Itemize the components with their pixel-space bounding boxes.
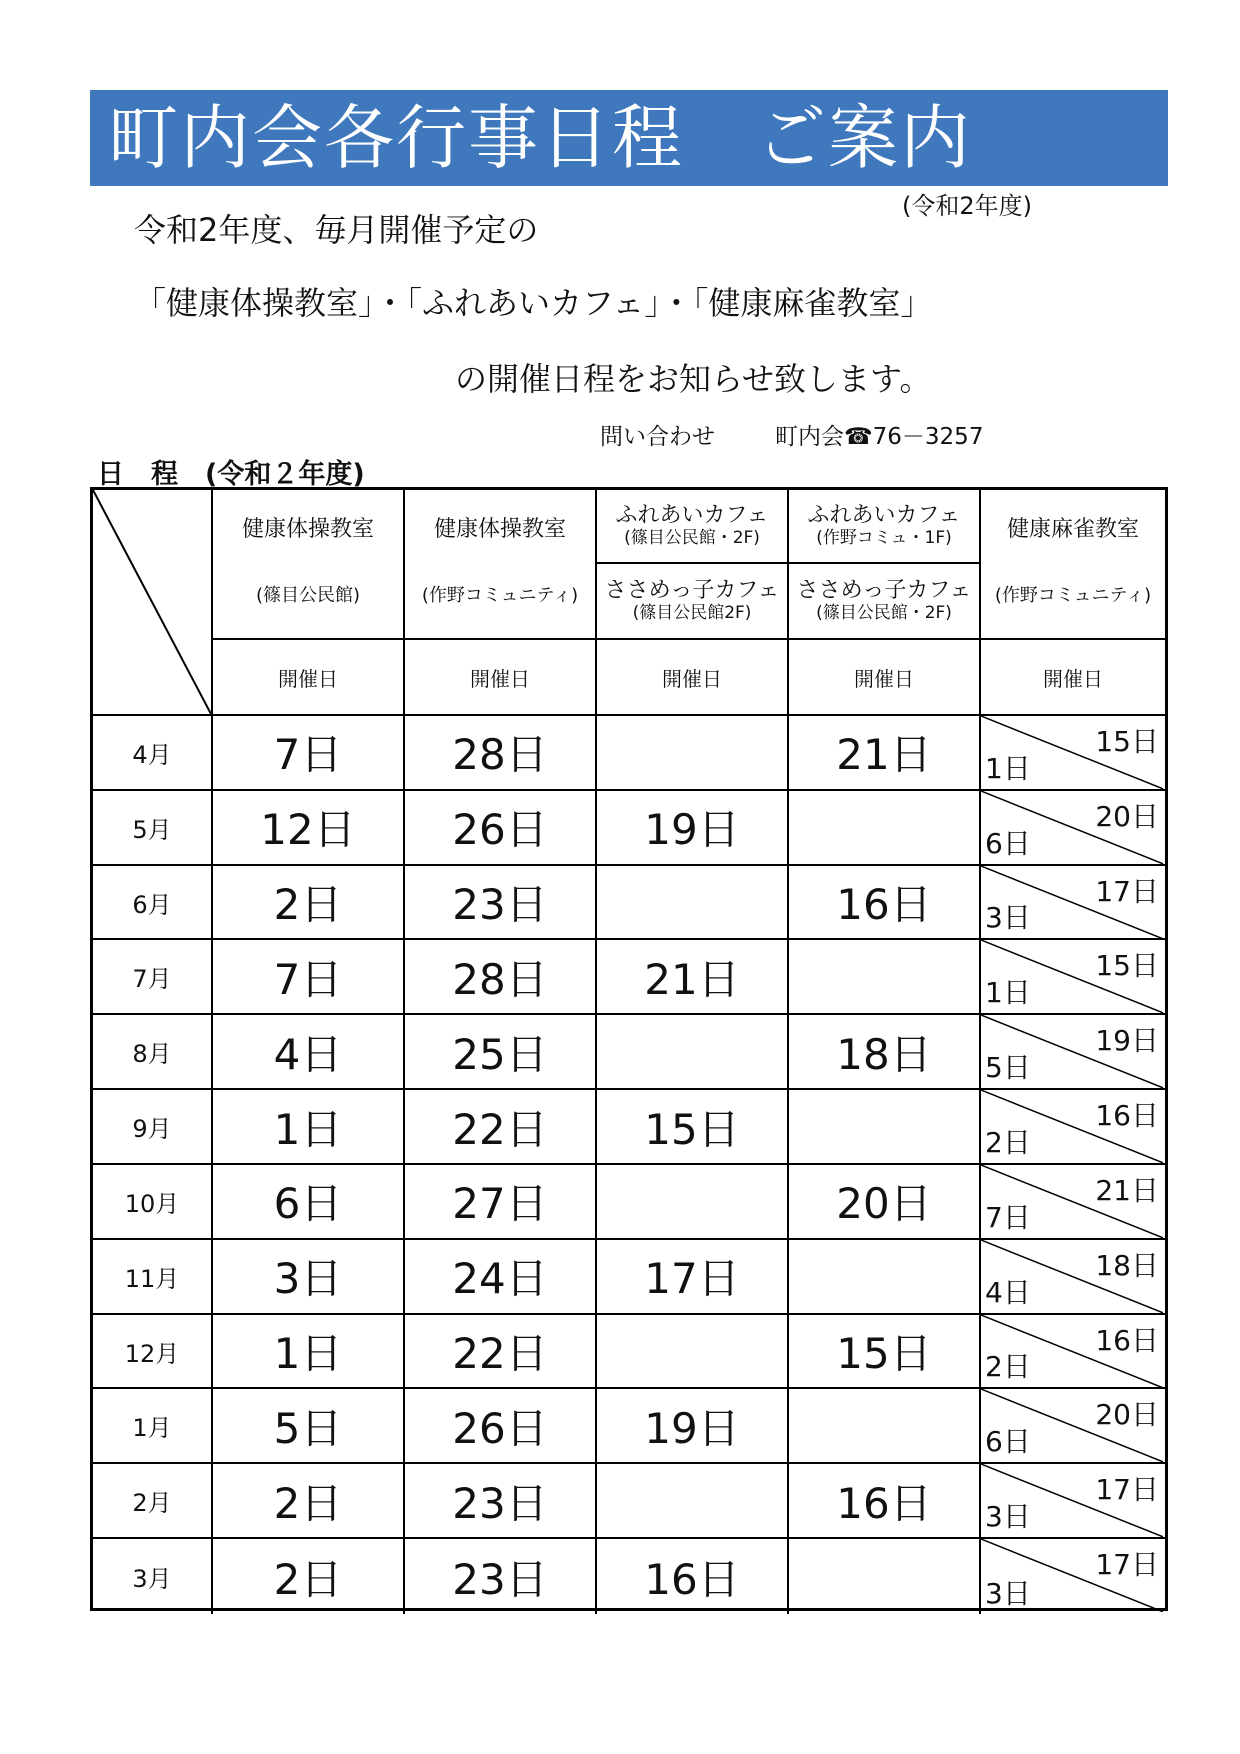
day-cell-col-1: 1日 [213, 1090, 405, 1165]
mahjong-date-top: 20日 [1095, 1398, 1159, 1432]
header-col-5-name: 健康麻雀教室 [1006, 517, 1139, 542]
kaisai-label-col-3: 開催日 [597, 640, 789, 716]
day-cell-col-4: 16日 [789, 866, 981, 941]
mahjong-date-top: 16日 [1095, 1099, 1159, 1133]
header-col-5 [981, 490, 1165, 640]
mahjong-date-top: 21日 [1095, 1173, 1159, 1207]
fiscal-year-note: (令和2年度) [902, 192, 1032, 220]
mahjong-date-bottom: 2日 [985, 1125, 1031, 1159]
header-col-1-place: (篠目公民館) [255, 585, 361, 606]
mahjong-split-cell [981, 1240, 1165, 1315]
header-col-3-secondary [597, 564, 787, 638]
day-cell-col-3: 21日 [597, 940, 789, 1015]
header-col-2 [405, 490, 597, 640]
day-cell-col-2: 28日 [405, 716, 597, 791]
month-label: 9月 [93, 1090, 213, 1165]
day-cell-col-3 [597, 1315, 789, 1390]
header-col-4-primary [789, 490, 979, 564]
header-col-3-primary [597, 490, 787, 564]
day-cell-col-4: 21日 [789, 716, 981, 791]
header-col-4-name: ふれあいカフェ [807, 503, 961, 528]
month-label: 6月 [93, 866, 213, 941]
header-col-4-name2: ささめっ子カフェ [796, 578, 972, 603]
header-col-3-place2: (篠目公民館2F) [632, 603, 752, 623]
day-cell-col-2: 25日 [405, 1015, 597, 1090]
month-label: 7月 [93, 940, 213, 1015]
header-col-3-name: ふれあいカフェ [615, 503, 769, 528]
mahjong-date-top: 17日 [1095, 1548, 1159, 1582]
month-label: 5月 [93, 791, 213, 866]
day-cell-col-4: 20日 [789, 1165, 981, 1240]
mahjong-split-cell [981, 866, 1165, 941]
header-col-4-place: (作野コミュ・1F) [816, 528, 952, 548]
day-cell-col-1: 6日 [213, 1165, 405, 1240]
day-cell-col-2: 22日 [405, 1315, 597, 1390]
mahjong-split-cell [981, 1165, 1165, 1240]
header-col-3-name2: ささめっ子カフェ [604, 578, 780, 603]
day-cell-col-4 [789, 1240, 981, 1315]
mahjong-date-top: 17日 [1095, 1473, 1159, 1507]
day-cell-col-3 [597, 1464, 789, 1539]
day-cell-col-1: 7日 [213, 940, 405, 1015]
header-col-4-secondary [789, 564, 979, 638]
mahjong-split-cell [981, 1464, 1165, 1539]
day-cell-col-2: 28日 [405, 940, 597, 1015]
day-cell-col-2: 24日 [405, 1240, 597, 1315]
month-label: 1月 [93, 1389, 213, 1464]
day-cell-col-1: 5日 [213, 1389, 405, 1464]
mahjong-date-bottom: 6日 [985, 1425, 1031, 1459]
header-col-5-place: (作野コミュニティ) [994, 585, 1152, 606]
day-cell-col-2: 23日 [405, 1464, 597, 1539]
day-cell-col-4 [789, 1539, 981, 1614]
header-col-4 [789, 490, 981, 640]
month-label: 12月 [93, 1315, 213, 1390]
day-cell-col-3 [597, 1015, 789, 1090]
day-cell-col-4: 18日 [789, 1015, 981, 1090]
mahjong-date-top: 16日 [1095, 1323, 1159, 1357]
header-col-3-place: (篠目公民館・2F) [624, 528, 760, 548]
day-cell-col-1: 2日 [213, 1539, 405, 1614]
mahjong-date-bottom: 7日 [985, 1200, 1031, 1234]
day-cell-col-2: 26日 [405, 791, 597, 866]
day-cell-col-1: 12日 [213, 791, 405, 866]
header-col-2-place: (作野コミュニティ) [421, 585, 579, 606]
day-cell-col-3 [597, 1165, 789, 1240]
day-cell-col-2: 26日 [405, 1389, 597, 1464]
day-cell-col-2: 23日 [405, 866, 597, 941]
day-cell-col-2: 27日 [405, 1165, 597, 1240]
contact-phone: 町内会☎76－3257 [775, 424, 984, 450]
mahjong-split-cell [981, 1315, 1165, 1390]
day-cell-col-3: 19日 [597, 1389, 789, 1464]
mahjong-date-top: 18日 [1095, 1248, 1159, 1282]
day-cell-col-3: 17日 [597, 1240, 789, 1315]
schedule-table [90, 487, 1168, 1611]
day-cell-col-4: 15日 [789, 1315, 981, 1390]
day-cell-col-1: 2日 [213, 1464, 405, 1539]
mahjong-date-bottom: 6日 [985, 826, 1031, 860]
mahjong-split-cell [981, 1539, 1165, 1614]
month-label: 11月 [93, 1240, 213, 1315]
day-cell-col-4 [789, 940, 981, 1015]
mahjong-date-top: 17日 [1095, 874, 1159, 908]
day-cell-col-3 [597, 716, 789, 791]
header-col-1-name: 健康体操教室 [241, 517, 374, 542]
kaisai-label-col-5: 開催日 [981, 640, 1165, 716]
day-cell-col-1: 4日 [213, 1015, 405, 1090]
day-cell-col-1: 1日 [213, 1315, 405, 1390]
header-col-1 [213, 490, 405, 640]
mahjong-date-bottom: 2日 [985, 1350, 1031, 1384]
mahjong-date-bottom: 3日 [985, 901, 1031, 935]
day-cell-col-4 [789, 1389, 981, 1464]
kaisai-label-col-1: 開催日 [213, 640, 405, 716]
intro-line-3: の開催日程をお知らせ致します。 [455, 360, 932, 398]
mahjong-date-top: 15日 [1095, 949, 1159, 983]
mahjong-date-top: 19日 [1095, 1024, 1159, 1058]
day-cell-col-3: 16日 [597, 1539, 789, 1614]
intro-line-1: 令和2年度、毎月開催予定の [134, 211, 539, 249]
mahjong-date-bottom: 3日 [985, 1576, 1031, 1610]
table-corner-cell [93, 490, 213, 716]
header-col-2-name: 健康体操教室 [433, 517, 566, 542]
mahjong-date-bottom: 4日 [985, 1275, 1031, 1309]
kaisai-label-col-4: 開催日 [789, 640, 981, 716]
month-label: 4月 [93, 716, 213, 791]
schedule-title: 日 程 (令和２年度) [97, 459, 365, 490]
page-title-banner: 町内会各行事日程 ご案内 [90, 90, 1168, 186]
mahjong-split-cell [981, 1389, 1165, 1464]
mahjong-split-cell [981, 940, 1165, 1015]
mahjong-date-bottom: 1日 [985, 976, 1031, 1010]
day-cell-col-3 [597, 866, 789, 941]
corner-diagonal-line [93, 490, 211, 714]
intro-line-2: 「健康体操教室」・「ふれあいカフェ」・「健康麻雀教室」 [134, 284, 933, 322]
kaisai-label-col-2: 開催日 [405, 640, 597, 716]
mahjong-split-cell [981, 1015, 1165, 1090]
mahjong-split-cell [981, 716, 1165, 791]
day-cell-col-2: 22日 [405, 1090, 597, 1165]
mahjong-split-cell [981, 791, 1165, 866]
mahjong-split-cell [981, 1090, 1165, 1165]
day-cell-col-4 [789, 1090, 981, 1165]
mahjong-date-top: 20日 [1095, 799, 1159, 833]
day-cell-col-1: 3日 [213, 1240, 405, 1315]
mahjong-date-bottom: 5日 [985, 1051, 1031, 1085]
day-cell-col-2: 23日 [405, 1539, 597, 1614]
mahjong-date-bottom: 1日 [985, 751, 1031, 785]
month-label: 2月 [93, 1464, 213, 1539]
month-label: 3月 [93, 1539, 213, 1614]
month-label: 10月 [93, 1165, 213, 1240]
mahjong-date-bottom: 3日 [985, 1500, 1031, 1534]
day-cell-col-4 [789, 791, 981, 866]
mahjong-date-top: 15日 [1095, 725, 1159, 758]
day-cell-col-4: 16日 [789, 1464, 981, 1539]
month-label: 8月 [93, 1015, 213, 1090]
day-cell-col-1: 7日 [213, 716, 405, 791]
header-col-4-place2: (篠目公民館・2F) [816, 603, 952, 623]
header-col-3 [597, 490, 789, 640]
day-cell-col-3: 19日 [597, 791, 789, 866]
day-cell-col-1: 2日 [213, 866, 405, 941]
contact-label: 問い合わせ [600, 424, 715, 450]
day-cell-col-3: 15日 [597, 1090, 789, 1165]
